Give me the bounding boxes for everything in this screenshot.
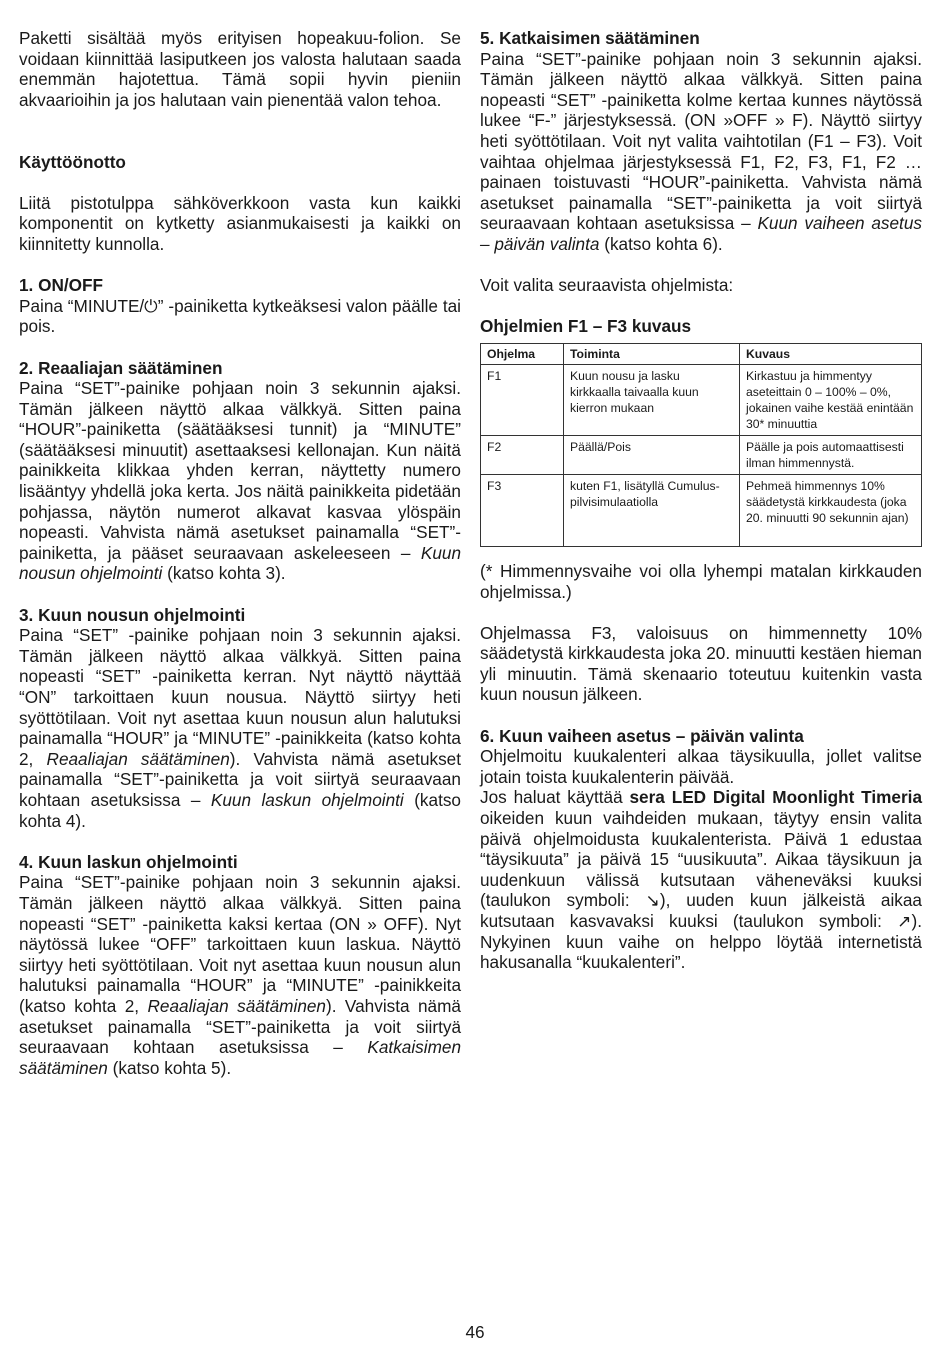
table-header-cell: Toiminta xyxy=(564,343,740,364)
section-4-paragraph: Paina “SET”-painike pohjaan noin 3 sekunnin ajaksi. Tämän jälkeen näyttö alkaa välkkyä. Sitten paina nopeasti “SET” -painiketta kaksi kertaa (ON » OFF). Nyt näytössä lukee “OFF” tarkoittaen kuun laskua. Näyttö siirtyy heti syöttötilaan. Voit nyt asettaa kuun nousun alun halutuksi painamalla “HOUR” ja “MINUTE” -painikkeita (katso kohta 2, Reaaliajan säätäminen). Vahvista nämä asetukset painamalla “SET”-painiketta ja voit siirtyä seuraavaan kohtaan asetuksissa – Katkaisimen säätäminen (katso kohta 5). xyxy=(19,872,462,1078)
section-5-paragraph: Paina “SET”-painike pohjaan noin 3 sekunnin ajaksi. Tämän jälkeen näyttö alkaa välkkyä. Sitten paina nopeasti “SET” -painiketta kolme kertaa kunnes näytössä lukee “F-” järjestyksessä. (ON »OFF » F). Näyttö siirtyy heti syöttötilaan. Voit nyt valita vaihtotilan (F1 – F3). Voit vaihtaa ohjelmaa järjestyksessä F1, F2, F3, F1, F2 … painaen toistuvasti “HOUR”-painiketta. Vahvista nämä asetukset painamalla “SET”-painiketta ja voit siirtyä seuraavaan kohtaan asetuksissa – Kuun vaiheen asetus – päivän valinta (katso kohta 6). xyxy=(480,48,922,254)
table-cell: Päällä/Pois xyxy=(564,435,740,474)
table-cell: Päälle ja pois automaattisesti ilman himmennystä. xyxy=(740,435,922,474)
section-4-heading: 4. Kuun laskun ohjelmointi xyxy=(19,851,238,872)
section-2-heading: 2. Reaaliajan säätäminen xyxy=(19,357,223,378)
table-cell: Pehmeä himmennys 10% säädetystä kirkkaudesta (joka 20. minuutti 90 sekunnin ajan) xyxy=(740,474,922,546)
table-header-cell: Kuvaus xyxy=(740,343,922,364)
table-header-row xyxy=(481,343,922,364)
product-name: sera LED Digital Moonlight Timeria xyxy=(629,787,922,808)
table-cell: F3 xyxy=(481,474,564,546)
section-3-paragraph: Paina “SET” -painike pohjaan noin 3 sekunnin ajaksi. Tämän jälkeen näyttö alkaa välkkyä. Sitten paina nopeasti “SET” -painiketta kerran. Nyt näyttö näyttää “ON” tarkoittaen kuun nousua. Näyttö siirtyy heti syöttötilaan. Voit nyt asettaa kuun nousun alun halutuksi painamalla “HOUR” ja “MINUTE” -painikkeita (katso kohta 2, Reaaliajan säätäminen). Vahvista nämä asetukset painamalla “SET”-painiketta ja voit siirtyä seuraavaan kohtaan asetuksissa – Kuun laskun ohjelmointi (katso kohta 4). xyxy=(19,625,462,831)
section-1-paragraph: Paina “MINUTE/⏻” -painiketta kytkeäksesi valon päälle tai pois. xyxy=(19,295,461,337)
footnote: (* Himmennysvaihe voi olla lyhempi matalan kirkkauden ohjelmissa.) xyxy=(480,560,922,602)
section-6-paragraph-1: Ohjelmoitu kuukalenteri alkaa täysikuulla, jollet valitse jotain toista kuukalenterin päivää. xyxy=(480,746,922,787)
page-number: 46 xyxy=(465,1322,485,1342)
program-table xyxy=(480,343,922,547)
section-4-reference: Katkaisimen säätäminen xyxy=(19,1037,462,1078)
section-6-heading: 6. Kuun vaiheen asetus – päivän valinta xyxy=(480,725,804,746)
table-header-cell: Ohjelma xyxy=(481,343,564,364)
intro-paragraph: Paketti sisältää myös erityisen hopeakuu-folion. Se voidaan kiinnittää lasiputkeen jos valosta halutaan saada enemmän hajotettua. Tämä sopii hyvin pieniin akvaarioihin ja jos halutaan vain pienentää valon tehoa. xyxy=(19,28,461,110)
table-cell: Kirkastuu ja himmentyy aseteittain 0 – 100% – 0%, jokainen vaihe kestää enintään 30* minuuttia xyxy=(740,364,922,435)
left-column xyxy=(19,28,461,1078)
section-1-heading: 1. ON/OFF xyxy=(19,275,104,296)
section-5-reference: Kuun vaiheen asetus – päivän valinta xyxy=(480,213,922,254)
table-cell: kuten F1, lisätyllä Cumulus-pilvisimulaatiolla xyxy=(564,474,740,546)
table-cell: F2 xyxy=(481,435,564,474)
section-2-reference: Kuun nousun ohjelmointi xyxy=(19,542,461,584)
section-2-paragraph: Paina “SET”-painike pohjaan noin 3 sekunnin ajaksi. Tämän jälkeen näyttö alkaa välkkyä. Sitten paina “HOUR”-painiketta (säätääksesi tunnit) ja “MINUTE” (säätääksesi minuutit) asettaaksesi kellonajan. Kun näitä painikkeita klikkaa yhden kerran, näyttetty numero lisääntyy yhdellä joka kerta. Jos näitä painikkeita pidetään pohjassa, näytön numerot alkavat kasvaa ylöspäin nopeasti. Vahvista nämä asetukset painamalla “SET”-painiketta, ja pääset seuraavaan askeleeseen – Kuun nousun ohjelmointi (katso kohta 3). xyxy=(19,378,461,584)
section-5-heading: 5. Katkaisimen säätäminen xyxy=(480,28,700,48)
section-6-paragraph-2: Jos haluat käyttää sera LED Digital Moonlight Timeria oikeiden kuun vaihdeiden mukaan, täytyy ensin valita päivä ohjelmoidusta kuukalenterista. Päivä 1 edustaa “täysikuuta” ja päivä 15 “uusikuuta”. Aikaa täysikuun ja uudenkuun välissä kutsutaan väheneväksi kuuksi (taulukon symboli: ↘), uuden kuun jälkeistä aikaa kutsutaan kasvavaksi kuuksi (taulukon symboli: ↗). Nykyinen kuun vaihe on helppo löytää internetistä hakusanalla “kuukalenteri”. xyxy=(480,787,922,973)
section-3-heading: 3. Kuun nousun ohjelmointi xyxy=(19,604,246,625)
table-cell: F1 xyxy=(481,364,564,435)
section-3-reference: Kuun laskun ohjelmointi xyxy=(210,789,404,810)
table-row xyxy=(481,364,922,435)
choose-program-text: Voit valita seuraavista ohjelmista: xyxy=(480,275,734,296)
table-row xyxy=(481,435,922,474)
kayttoonotto-paragraph: Liitä pistotulppa sähköverkkoon vasta kun kaikki komponentit on kytketty asianmukaisesti ja kaikki on kiinnitetty kunnolla. xyxy=(19,192,461,254)
table-cell: Kuun nousu ja lasku kirkkaalla taivaalla kuun kierron mukaan xyxy=(564,364,740,435)
table-row xyxy=(481,474,922,546)
table-heading: Ohjelmien F1 – F3 kuvaus xyxy=(480,316,692,337)
right-column xyxy=(480,28,922,973)
kayttoonotto-heading: Käyttöönotto xyxy=(19,151,126,172)
f3-paragraph: Ohjelmassa F3, valoisuus on himmennetty 10% säädetystä kirkkaudesta joka 20. minuutti kestäen hieman yli minuutin. Tämä skenaario toteutuu kuitenkin vasta kuun nousun jälkeen. xyxy=(480,622,922,705)
